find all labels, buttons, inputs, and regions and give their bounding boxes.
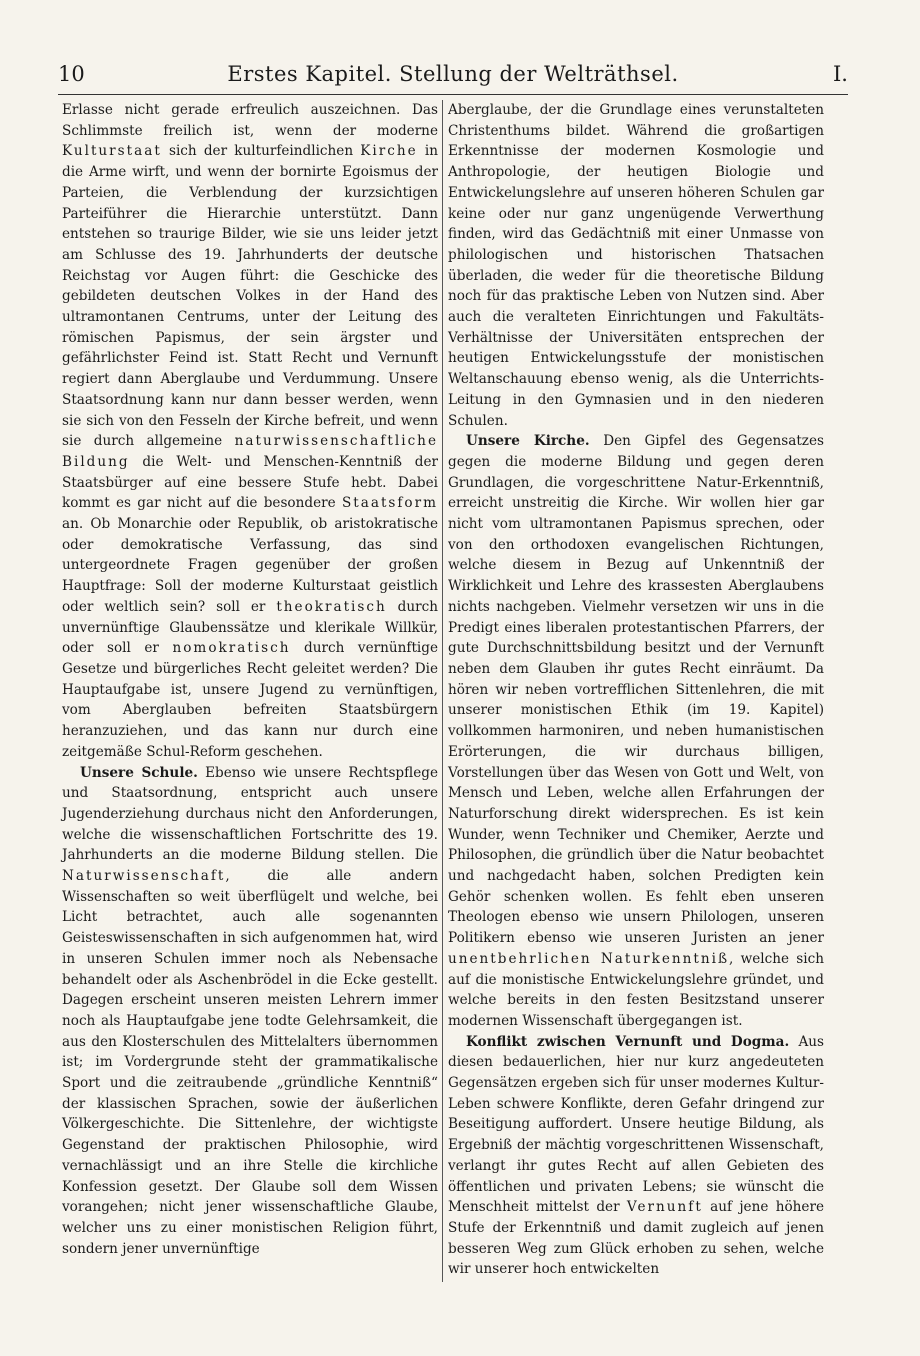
page-number: 10	[58, 62, 85, 86]
section-heading-kirche: Unsere Kirche.	[466, 433, 590, 450]
paragraph-state-church: Erlasse nicht gerade erfreulich auszeichnen. Das Schlimmste freilich ist, wenn der moderne Kulturstaat sich der kulturfeindlichen Kirche in die Arme wirft, und wenn der bornirte Egoismus der Parteien, die Verblendung der kurzsichtigen Parteiführer die Hierarchie unterstützt. Dann entstehen so traurige Bilder, wie sie uns leider jetzt am Schlusse des 19. Jahrhunderts der deutsche Reichstag vor Augen führt: die Geschicke des gebildeten deutschen Volkes in der Hand des ultramontanen Centrums, unter der Leitung des römischen Papismus, der sein ärgster und gefährlichster Feind ist. Statt Recht und Vernunft regiert dann Aberglaube und Verdummung. Unsere Staatsordnung kann nur dann besser werden, wenn sie sich von den Fesseln der Kirche befreit, und wenn sie durch allgemeine naturwissenschaftliche Bildung die Welt- und Menschen-Kenntniß der Staatsbürger auf eine bessere Stufe hebt. Dabei kommt es gar nicht auf die besondere Staatsform an. Ob Monarchie oder Republik, ob aristokratische oder demokratische Verfassung, das sind untergeordnete Fragen gegenüber der großen Hauptfrage: Soll der moderne Kulturstaat geistlich oder weltlich sein? soll er theokratisch durch unvernünftige Glaubenssätze und klerikale Willkür, oder soll er nomokratisch durch vernünftige Gesetze und bürgerliches Recht geleitet werden? Die Hauptaufgabe ist, unsere Jugend zu vernünftigen, vom Aberglauben befreiten Staatsbürgern heranzuziehen, und das kann nur durch eine zeitgemäße Schul-Reform geschehen.	[62, 102, 438, 760]
header-rule	[58, 94, 848, 95]
right-column	[448, 100, 824, 1280]
paragraph-continuation: Aberglaube, der die Grundlage eines verunstalteten Christenthums bildet. Während die großartigen Erkenntnisse der modernen Kosmologie und Anthropologie, der heutigen Biologie und Entwickelungslehre auf unseren höheren Schulen gar keine oder nur ganz ungenügende Verwerthung finden, wird das Gedächtniß mit einer Unmasse von philologischen und historischen Thatsachen überladen, die weder für die theoretische Bildung noch für das praktische Leben von Nutzen sind. Aber auch die veralteten Einrichtungen und Fakultäts-Verhältnisse der Universitäten entsprechen der heutigen Entwickelungsstufe der monistischen Weltanschauung ebenso wenig, als die Unterrichts-Leitung in den Gymnasien und in den niederen Schulen.	[448, 102, 824, 429]
running-title: Erstes Kapitel. Stellung der Welträthsel.	[227, 62, 679, 86]
chapter-roman-numeral: I.	[833, 62, 848, 86]
paragraph-konflikt: Konflikt zwischen Vernunft und Dogma. Aus diesen bedauerlichen, hier nur kurz angedeuteten Gegensätzen ergeben sich für unser modernes Kultur-Leben schwere Konflikte, deren Gefahr dringend zur Beseitigung auffordert. Unsere heutige Bildung, als Ergebniß der mächtig vorgeschrittenen Wissenschaft, verlangt ihr gutes Recht auf allen Gebieten des öffentlichen und privaten Lebens; sie wünscht die Menschheit mittelst der Vernunft auf jene höhere Stufe der Erkenntniß und damit zugleich auf jenen besseren Weg zum Glück erhoben zu sehen, welche wir unserer hoch entwickelten	[448, 1033, 824, 1278]
column-divider	[442, 100, 443, 1282]
paragraph-unsere-schule: Unsere Schule. Ebenso wie unsere Rechtspflege und Staatsordnung, entspricht auch unsere Jugenderziehung durchaus nicht den Anforderungen, welche die wissenschaftlichen Fortschritte des 19. Jahrhunderts an die moderne Bildung stellen. Die Naturwissenschaft, die alle andern Wissenschaften so weit überflügelt und welche, bei Licht betrachtet, auch alle sogenannten Geisteswissenschaften in sich aufgenommen hat, wird in unseren Schulen immer noch als Nebensache behandelt oder als Aschenbrödel in die Ecke gestellt. Dagegen erscheint unseren meisten Lehrern immer noch als Hauptaufgabe jene todte Gelehrsamkeit, die aus den Klosterschulen des Mittelalters übernommen ist; im Vordergrunde steht der grammatikalische Sport und die zeitraubende „gründliche Kenntniß“ der klassischen Sprachen, sowie der äußerlichen Völkergeschichte. Die Sittenlehre, der wichtigste Gegenstand der praktischen Philosophie, wird vernachlässigt und an ihre Stelle die kirchliche Konfession gesetzt. Der Glaube soll dem Wissen vorangehen; nicht jener wissenschaftliche Glaube, welcher uns zu einer monistischen Religion führt, sondern jener unvernünftige	[62, 764, 438, 1257]
running-header	[58, 62, 848, 94]
section-heading-schule: Unsere Schule.	[80, 764, 198, 781]
left-column	[62, 100, 438, 1259]
paragraph-unsere-kirche: Unsere Kirche. Den Gipfel des Gegensatzes gegen die moderne Bildung und gegen deren Grundlagen, die vorgeschrittene Natur-Erkenntniß, erreicht unstreitig die Kirche. Wir wollen hier gar nicht vom ultramontanen Papismus sprechen, oder von den orthodoxen evangelischen Richtungen, welche diesem in Bezug auf Unkenntniß der Wirklichkeit und Lehre des krassesten Aberglaubens nichts nachgeben. Vielmehr versetzen wir uns in die Predigt eines liberalen protestantischen Pfarrers, der gute Durchschnittsbildung besitzt und der Vernunft neben dem Glauben ihr gutes Recht einräumt. Da hören wir neben vortrefflichen Sittenlehren, die mit unserer monistischen Ethik (im 19. Kapitel) vollkommen harmoniren, und neben humanistischen Erörterungen, die wir durchaus billigen, Vorstellungen über das Wesen von Gott und Welt, von Mensch und Leben, welche allen Erfahrungen der Naturforschung direkt widersprechen. Es ist kein Wunder, wenn Techniker und Chemiker, Aerzte und Philosophen, die gründlich über die Natur beobachtet und nachgedacht haben, solchen Predigten kein Gehör schenken wollen. Es fehlt eben unseren Theologen ebenso wie unsern Philologen, unseren Politikern ebenso wie unseren Juristen an jener unentbehrlichen Naturkenntniß, welche sich auf die monistische Entwickelungslehre gründet, und welche bereits in den festen Besitzstand unserer modernen Wissenschaft übergegangen ist.	[448, 433, 824, 1029]
section-heading-konflikt: Konflikt zwischen Vernunft und Dogma.	[466, 1033, 790, 1050]
